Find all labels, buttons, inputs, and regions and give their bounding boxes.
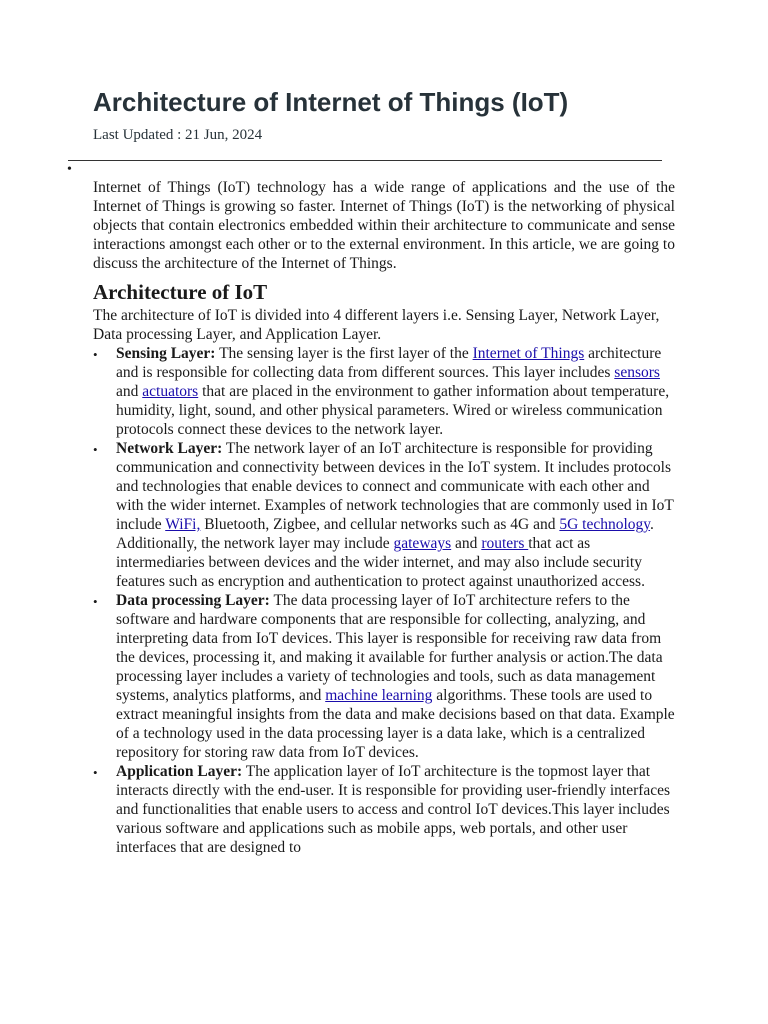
routers-link[interactable]: routers [481, 535, 529, 552]
layer-text: The sensing layer is the first layer of the [215, 345, 473, 362]
last-updated-date: Last Updated : 21 Jun, 2024 [93, 127, 263, 143]
sensors-link[interactable]: sensors [614, 364, 660, 381]
actuators-link[interactable]: actuators [142, 383, 199, 400]
stray-bullet-icon: • [67, 162, 72, 177]
bullet-icon: • [93, 594, 98, 609]
wifi-link[interactable]: WiFi, [165, 516, 201, 533]
divider [68, 160, 662, 161]
list-item-data-processing-layer [93, 591, 675, 762]
bullet-icon: • [93, 442, 98, 457]
list-item-sensing-layer [93, 344, 675, 439]
layer-text: . Additionally, the network layer may include [116, 516, 654, 552]
5g-technology-link[interactable]: 5G technology [559, 516, 651, 533]
bullet-icon: • [93, 347, 98, 362]
page-title: Architecture of Internet of Things (IoT) [93, 87, 569, 117]
layer-text: and [116, 383, 143, 400]
layer-text: Bluetooth, Zigbee, and cellular networks such as 4G and [200, 516, 560, 533]
intro-paragraph: Internet of Things (IoT) technology has a wide range of applications and the use of the Internet of Things is growing so faster. Internet of Things (IoT) is the networking of physical objects that contain electronics embedded within their architecture to communicate and sense interactions amongst each other or to the external environment. In this article, we are going to discuss the architecture of the Internet of Things. [93, 179, 675, 272]
internet-of-things-link[interactable]: Internet of Things [472, 345, 585, 362]
layer-text: algorithms. These tools are used to extract meaningful insights from the data and make decisions based on that data. Example of a technology used in the data processing layer is a data lake, which is a centralized repository for storing raw data from IoT devices. [116, 687, 675, 761]
gateways-link[interactable]: gateways [393, 535, 452, 552]
layer-text: that are placed in the environment to gather information about temperature, humidity, light, sound, and other physical parameters. Wired or wireless communication protocols connect these devices to the network layer. [116, 383, 670, 438]
layer-text: architecture and is responsible for collecting data from different sources. This layer includes [116, 345, 662, 381]
article-body [93, 178, 675, 857]
layer-text: that act as intermediaries between devices and the wider internet, and may also include security features such as encryption and authentication to protect against unauthorized access. [116, 535, 645, 590]
list-item-network-layer [93, 439, 675, 591]
section-lead-paragraph: The architecture of IoT is divided into 4 different layers i.e. Sensing Layer, Network Layer, Data processing Layer, and Application Layer. [93, 307, 660, 343]
layer-name: Network Layer: [116, 440, 223, 457]
layer-name: Application Layer: [116, 763, 243, 780]
machine-learning-link[interactable]: machine learning [325, 687, 433, 704]
layer-text: The application layer of IoT architecture is the topmost layer that interacts directly with the end-user. It is responsible for providing user-friendly interfaces and functionalities that enable users to access and control IoT devices.This layer includes various software and applications such as mobile apps, web portals, and other user interfaces that are designed to [116, 763, 671, 856]
layer-name: Data processing Layer: [116, 592, 270, 609]
layer-text: The data processing layer of IoT architecture refers to the software and hardware components that are responsible for collecting, analyzing, and interpreting data from IoT devices. This layer is responsible for receiving raw data from the devices, processing it, and making it available for further analysis or action.The data processing layer includes a variety of technologies and tools, such as data management systems, analytics platforms, and [116, 592, 663, 704]
layer-text: and [451, 535, 482, 552]
layer-text: The network layer of an IoT architecture is responsible for providing communication and connectivity between devices in the IoT system. It includes protocols and technologies that enable devices to connect and communicate with each other and with the wider internet. Examples of network technologies that are commonly used in IoT include [116, 440, 674, 533]
layer-name: Sensing Layer: [116, 345, 216, 362]
layers-list [93, 344, 675, 857]
section-heading: Architecture of IoT [93, 280, 268, 304]
list-item-application-layer [93, 762, 675, 857]
bullet-icon: • [93, 765, 98, 780]
